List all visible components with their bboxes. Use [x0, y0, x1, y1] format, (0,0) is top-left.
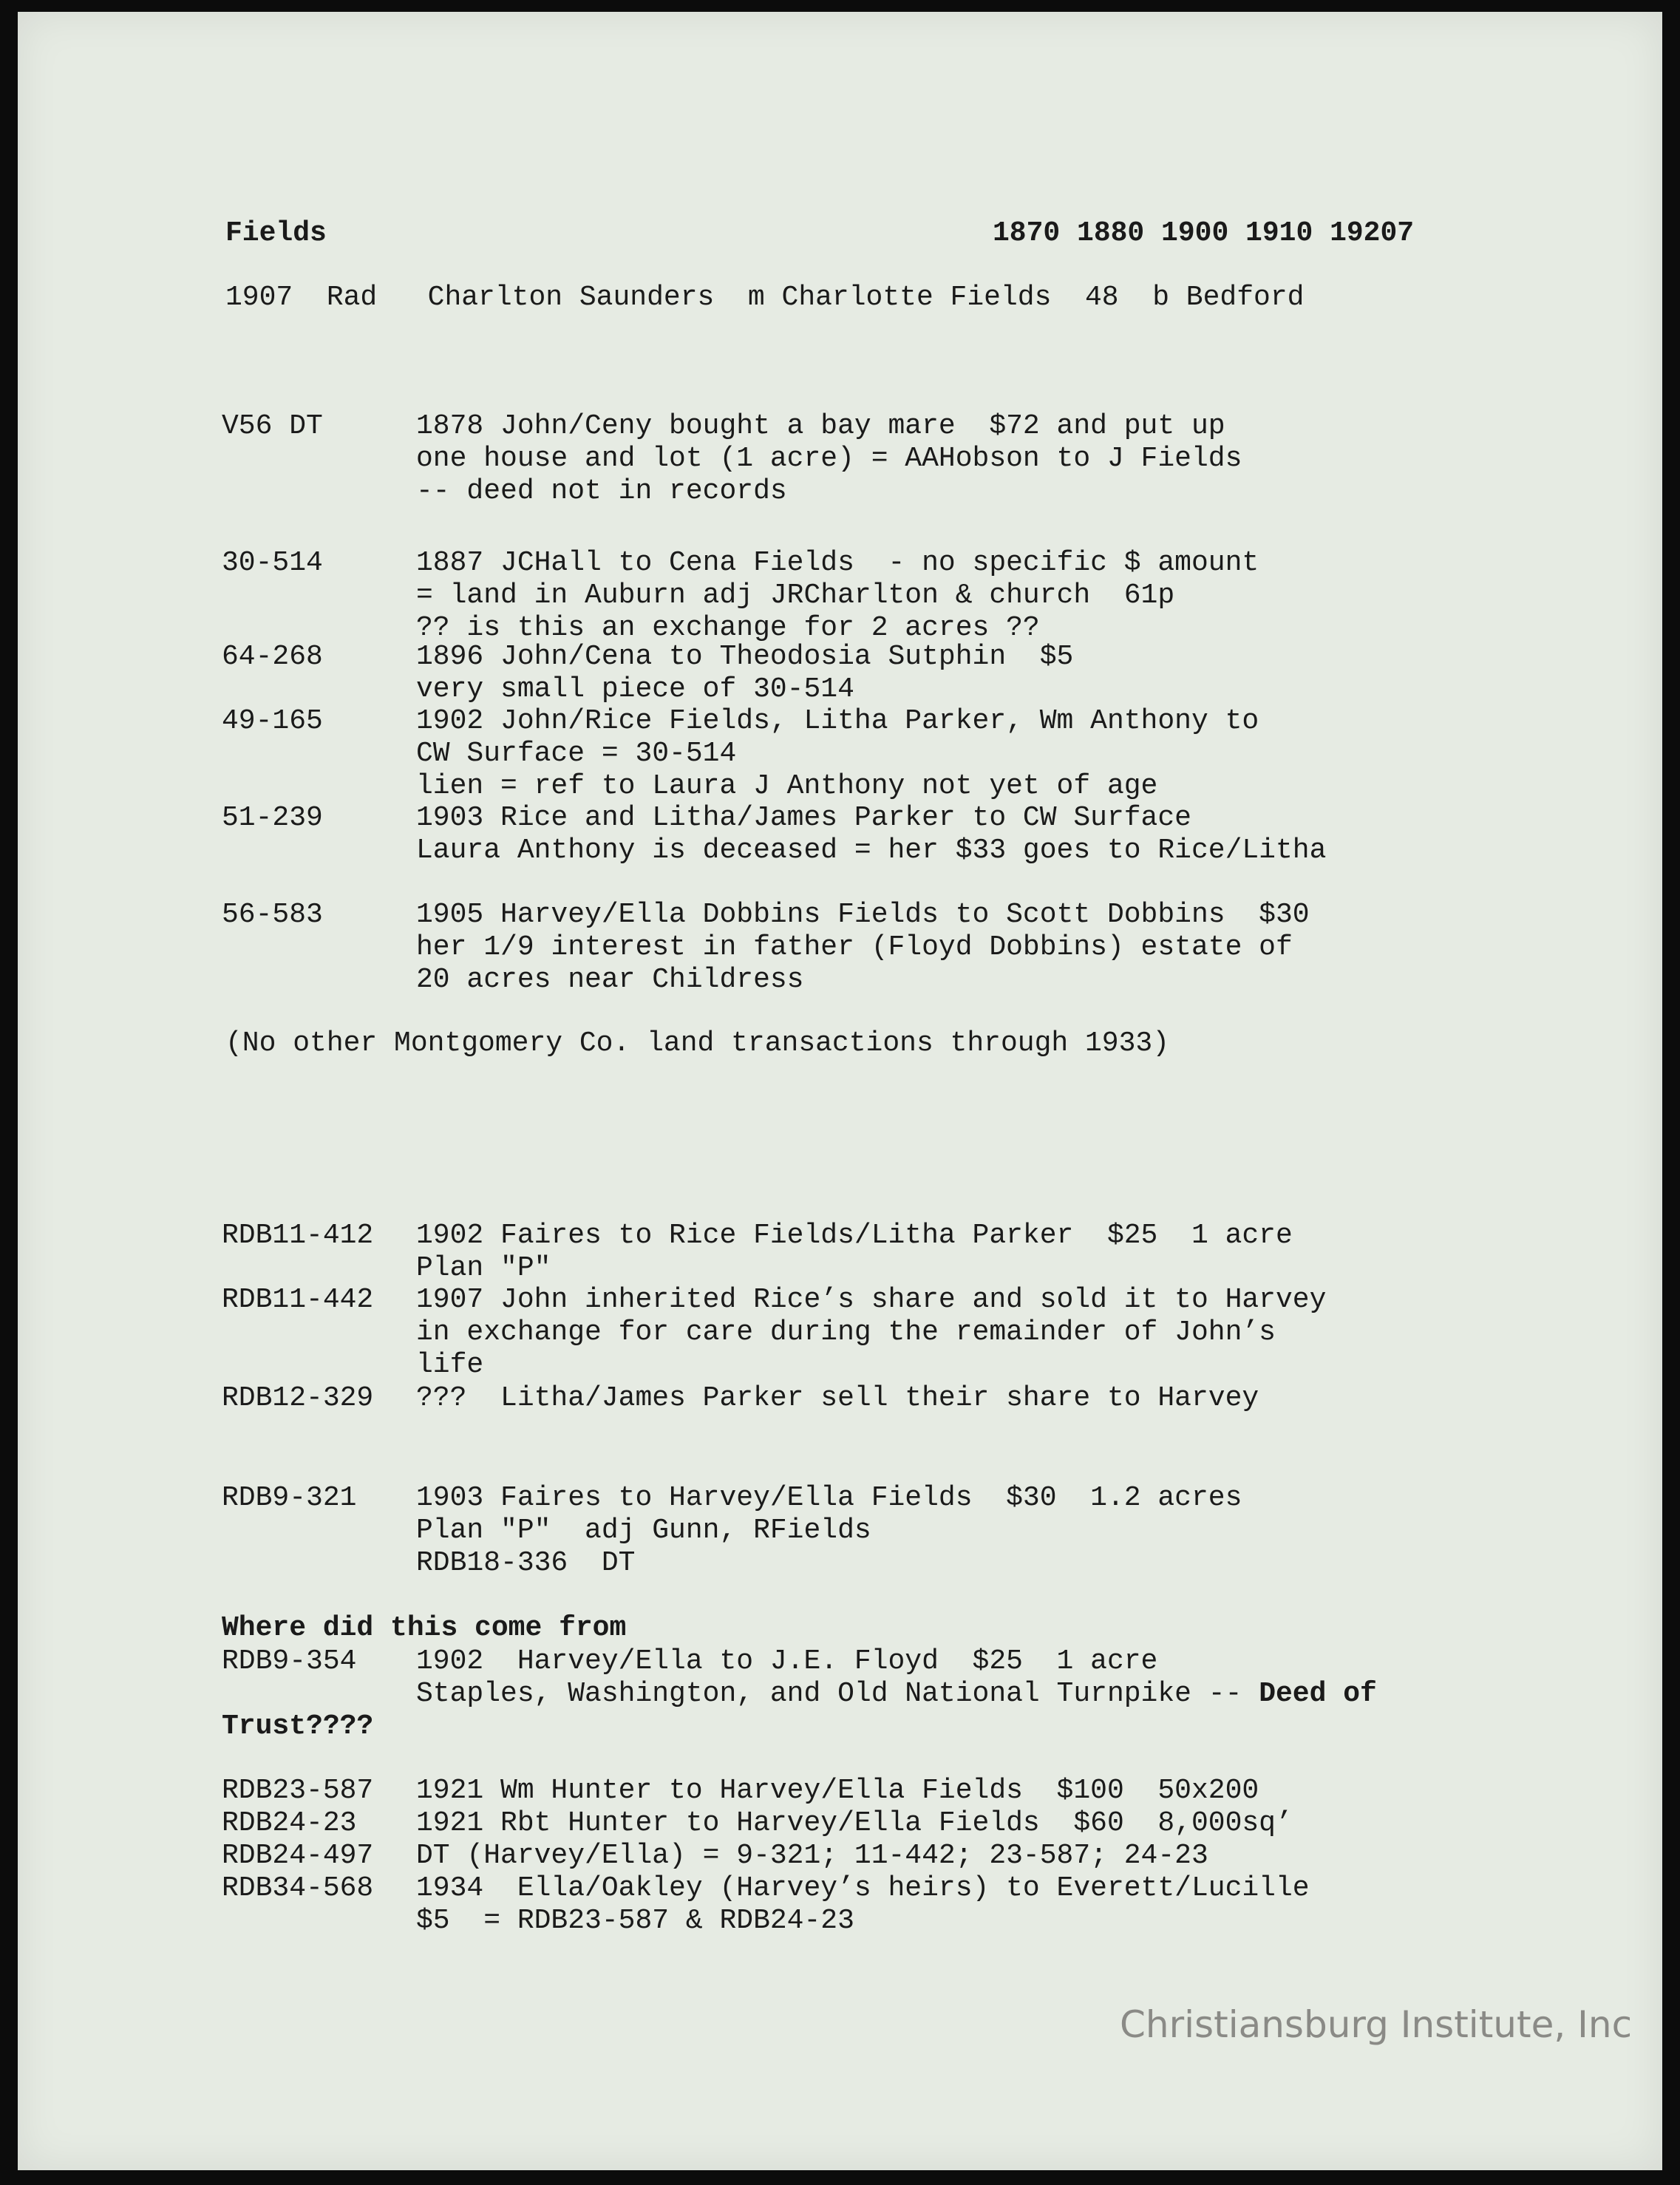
entry-ref: RDB24-23 [222, 1807, 357, 1839]
entry-ref: RDB11-442 [222, 1284, 374, 1316]
entry-ref: RDB24-497 [222, 1840, 374, 1872]
entry-text-line: $5 = RDB23-587 & RDB24-23 [416, 1905, 854, 1937]
entry-text-line: 1903 Faires to Harvey/Ella Fields $30 1.2 acres [416, 1482, 1242, 1514]
entry-text-line: Plan "P" adj Gunn, RFields [416, 1515, 871, 1546]
entry-text-line: 1902 Harvey/Ella to J.E. Floyd $25 1 acre [416, 1645, 1158, 1677]
entry-text-line: one house and lot (1 acre) = AAHobson to J Fields [416, 443, 1242, 475]
entry-text-line: 1896 John/Cena to Theodosia Sutphin $5 [416, 641, 1074, 673]
entry-text-line: -- deed not in records [416, 475, 787, 507]
where-heading: Where did this come from [222, 1612, 627, 1644]
entry-text-line: 1905 Harvey/Ella Dobbins Fields to Scott Dobbins $30 [416, 899, 1310, 931]
entry-text-line: in exchange for care during the remainder of John’s [416, 1316, 1276, 1348]
document-title: Fields [225, 217, 327, 249]
entry-ref: 51-239 [222, 802, 323, 834]
entry-text-line: 1921 Wm Hunter to Harvey/Ella Fields $100 50x200 [416, 1775, 1259, 1807]
entry-ref: RDB23-587 [222, 1775, 374, 1807]
entry-text-line: RDB18-336 DT [416, 1547, 636, 1579]
entry-text-line: 20 acres near Childress [416, 964, 804, 996]
entry-text-line: Plan "P" [416, 1252, 551, 1284]
census-years: 1870 1880 1900 1910 19207 [993, 217, 1415, 249]
entry-text-line: 1921 Rbt Hunter to Harvey/Ella Fields $60 8,000sq’ [416, 1807, 1293, 1839]
entry-text-line: ??? Litha/James Parker sell their share to Harvey [416, 1382, 1259, 1414]
entry-text-line: ?? is this an exchange for 2 acres ?? [416, 612, 1040, 644]
entry-ref: 30-514 [222, 547, 323, 579]
entry-ref: RDB9-354 [222, 1645, 357, 1677]
entry-ref: V56 DT [222, 410, 323, 442]
entry-text-line: 1878 John/Ceny bought a bay mare $72 and put up [416, 410, 1225, 442]
entry-text-line: = land in Auburn adj JRCharlton & church 61p [416, 580, 1175, 611]
entry-text-line: 1902 Faires to Rice Fields/Litha Parker $25 1 acre [416, 1220, 1293, 1251]
entry-text-line: CW Surface = 30-514 [416, 738, 737, 769]
entry-ref: 49-165 [222, 705, 323, 737]
entry-text-line: life [416, 1349, 484, 1381]
entry-text-line: Laura Anthony is deceased = her $33 goes to Rice/Litha [416, 835, 1327, 866]
entry-text-line: lien = ref to Laura J Anthony not yet of age [416, 770, 1158, 802]
entry-text-line: 1902 John/Rice Fields, Litha Parker, Wm Anthony to [416, 705, 1259, 737]
entry-text-line: 1903 Rice and Litha/James Parker to CW Surface [416, 802, 1191, 834]
entry-text-line [416, 1678, 1377, 1710]
entry-text-line: very small piece of 30-514 [416, 673, 854, 705]
entry-text-bold: Trust???? [222, 1710, 374, 1742]
entry-text: Staples, Washington, and Old National Turnpike -- [416, 1678, 1259, 1710]
entry-ref: 64-268 [222, 641, 323, 673]
entry-text-line: her 1/9 interest in father (Floyd Dobbins) estate of [416, 931, 1293, 963]
watermark: Christiansburg Institute, Inc [1120, 2003, 1633, 2046]
entry-text-line: 1934 Ella/Oakley (Harvey’s heirs) to Everett/Lucille [416, 1872, 1310, 1904]
entry-ref: RDB34-568 [222, 1872, 374, 1904]
entry-text-bold: Deed of [1259, 1678, 1377, 1710]
entry-ref: RDB11-412 [222, 1220, 374, 1251]
entry-text-line: 1907 John inherited Rice’s share and sold it to Harvey [416, 1284, 1327, 1316]
census-line: 1907 Rad Charlton Saunders m Charlotte Fields 48 b Bedford [225, 282, 1305, 313]
entry-ref: RDB12-329 [222, 1382, 374, 1414]
entry-text-line: 1887 JCHall to Cena Fields - no specific $ amount [416, 547, 1259, 579]
entry-ref: RDB9-321 [222, 1482, 357, 1514]
entry-ref: 56-583 [222, 899, 323, 931]
entry-text-line: DT (Harvey/Ella) = 9-321; 11-442; 23-587; 24-23 [416, 1840, 1208, 1872]
montgomery-note: (No other Montgomery Co. land transactions through 1933) [225, 1027, 1170, 1059]
